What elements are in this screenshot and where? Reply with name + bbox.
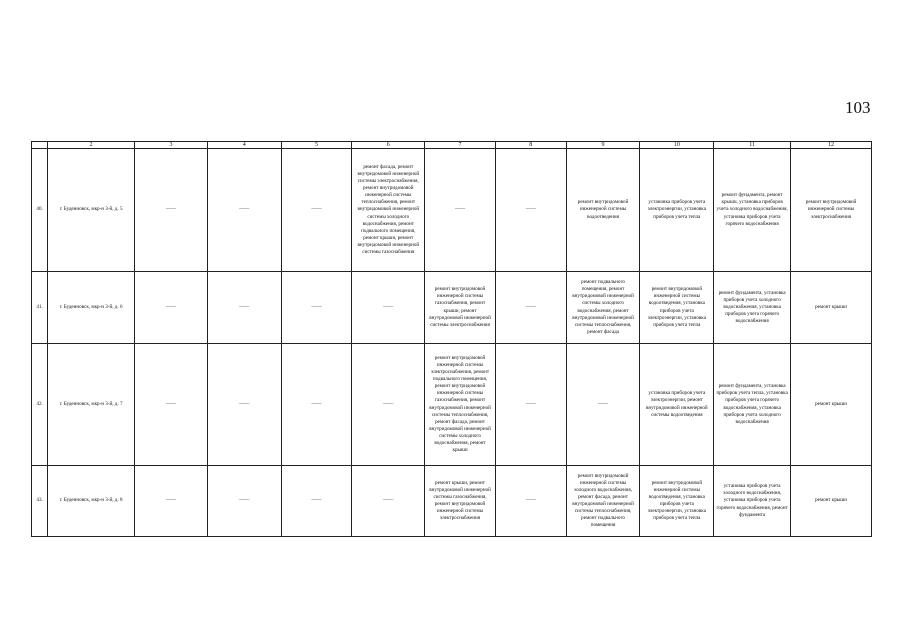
table-cell: —— bbox=[135, 272, 208, 344]
table-cell: —— bbox=[495, 344, 566, 466]
column-header: 2 bbox=[48, 142, 135, 149]
table-cell: ремонт внутридомовой инженерной системы газоснабжения, ремонт крыши, ремонт внутридомовой инженерной системы электроснабжения bbox=[425, 272, 496, 344]
table-cell: —— bbox=[352, 272, 425, 344]
row-number: 41. bbox=[32, 272, 48, 344]
table-cell: —— bbox=[135, 466, 208, 537]
table-cell: ремонт внутридомовой инженерной системы электроснабжения, ремонт подвального помещения, ремонт внутридомовой инженерной системы газоснабжения, ремонт внутридомовой инженерной системы теплоснабжения, ремонт фасада, ремонт внутридомовой инженерной системы холодного водоснабжения, ремонт крыши bbox=[425, 344, 496, 466]
table-cell: —— bbox=[566, 344, 640, 466]
table-cell: —— bbox=[207, 272, 281, 344]
building-address: г. Буденновск, мкр-н 3-й, д. 6 bbox=[48, 272, 135, 344]
table-cell: ремонт внутридомовой инженерной системы электроснабжения bbox=[791, 149, 872, 272]
column-header: 8 bbox=[495, 142, 566, 149]
page-number: 103 bbox=[845, 98, 871, 117]
table-cell: ремонт крыши bbox=[791, 466, 872, 537]
table-cell: —— bbox=[207, 344, 281, 466]
table-cell: ремонт фундамента, установка приборов учета тепла, установка приборов учета горячего водоснабжения, установка приборов учета холодного водоснабжения bbox=[714, 344, 791, 466]
table-cell: ремонт подвального помещения, ремонт внутридомовой инженерной системы холодного водоснабжения, ремонт внутридомовой инженерной системы теплоснабжения, ремонт фасада bbox=[566, 272, 640, 344]
table-cell: установка приборов учета электроэнергии, ремонт внутридомовой инженерной системы водоотведения bbox=[640, 344, 714, 466]
building-address: г. Буденновск, мкр-н 3-й, д. 7 bbox=[48, 344, 135, 466]
table-cell: ремонт внутридомовой инженерной системы водоотведения, установка приборов учета электроэнергии, установка приборов учета тепла bbox=[640, 466, 714, 537]
table-cell: —— bbox=[281, 344, 352, 466]
row-number: 42. bbox=[32, 344, 48, 466]
column-header: 11 bbox=[714, 142, 791, 149]
table-cell: —— bbox=[495, 466, 566, 537]
table-cell: —— bbox=[281, 149, 352, 272]
table-cell: ремонт внутридомовой инженерной системы водоотведения bbox=[566, 149, 640, 272]
table-cell: установка приборов учета холодного водоснабжения, установка приборов учета горячего водоснабжения, ремонт фундамента bbox=[714, 466, 791, 537]
table-cell: ремонт фундамента, установка приборов учета холодного водоснабжения, установка приборов учета горячего водоснабжения bbox=[714, 272, 791, 344]
table-cell: —— bbox=[495, 272, 566, 344]
table-cell: ремонт внутридомовой инженерной системы водоотведения, установка приборов учета электроэнергии, установка приборов учета тепла bbox=[640, 272, 714, 344]
table-cell: ремонт крыши, ремонт внутридомовой инженерной системы газоснабжения, ремонт внутридомовой инженерной системы электроснабжения bbox=[425, 466, 496, 537]
table-cell: ремонт внутридомовой инженерной системы холодного водоснабжения, ремонт фасада, ремонт внутридомовой инженерной системы теплоснабжения, ремонт подвального помещения bbox=[566, 466, 640, 537]
column-header: 7 bbox=[425, 142, 496, 149]
table-row bbox=[32, 272, 872, 344]
column-header: 12 bbox=[791, 142, 872, 149]
column-header bbox=[32, 142, 48, 149]
table-cell: ремонт крыши bbox=[791, 344, 872, 466]
table-cell: ремонт фасада, ремонт внутридомовой инженерной системы электроснабжения, ремонт внутридомовой инженерной системы теплоснабжения, ремонт внутридомовой инженерной системы холодного водоснабжения, ремонт подвального помещения, ремонт крыши, ремонт внутридомовой инженерной системы газоснабжения bbox=[352, 149, 425, 272]
table-cell: —— bbox=[207, 466, 281, 537]
table-cell: ремонт крыши bbox=[791, 272, 872, 344]
table-cell: —— bbox=[281, 466, 352, 537]
table-row bbox=[32, 466, 872, 537]
column-header: 9 bbox=[566, 142, 640, 149]
column-header: 5 bbox=[281, 142, 352, 149]
table-cell: —— bbox=[281, 272, 352, 344]
column-header: 4 bbox=[207, 142, 281, 149]
column-number-row bbox=[32, 142, 872, 149]
table-cell: ремонт фундамента, ремонт крыши, установка приборов учета холодного водоснабжения, установка приборов учета горячего водоснабжения bbox=[714, 149, 791, 272]
table-cell: —— bbox=[495, 149, 566, 272]
row-number: 40. bbox=[32, 149, 48, 272]
table-cell: —— bbox=[352, 466, 425, 537]
building-address: г. Буденновск, мкр-н 3-й, д. 8 bbox=[48, 466, 135, 537]
column-header: 3 bbox=[135, 142, 208, 149]
row-number: 43. bbox=[32, 466, 48, 537]
repair-schedule-table bbox=[31, 141, 872, 537]
table-row bbox=[32, 149, 872, 272]
building-address: г. Буденновск, мкр-н 3-й, д. 5 bbox=[48, 149, 135, 272]
table-cell: —— bbox=[425, 149, 496, 272]
table-cell: —— bbox=[352, 344, 425, 466]
column-header: 10 bbox=[640, 142, 714, 149]
table-cell: —— bbox=[135, 149, 208, 272]
table-cell: —— bbox=[135, 344, 208, 466]
table-cell: установка приборов учета электроэнергии, установка приборов учета тепла bbox=[640, 149, 714, 272]
table-row bbox=[32, 344, 872, 466]
table-cell: —— bbox=[207, 149, 281, 272]
column-header: 6 bbox=[352, 142, 425, 149]
